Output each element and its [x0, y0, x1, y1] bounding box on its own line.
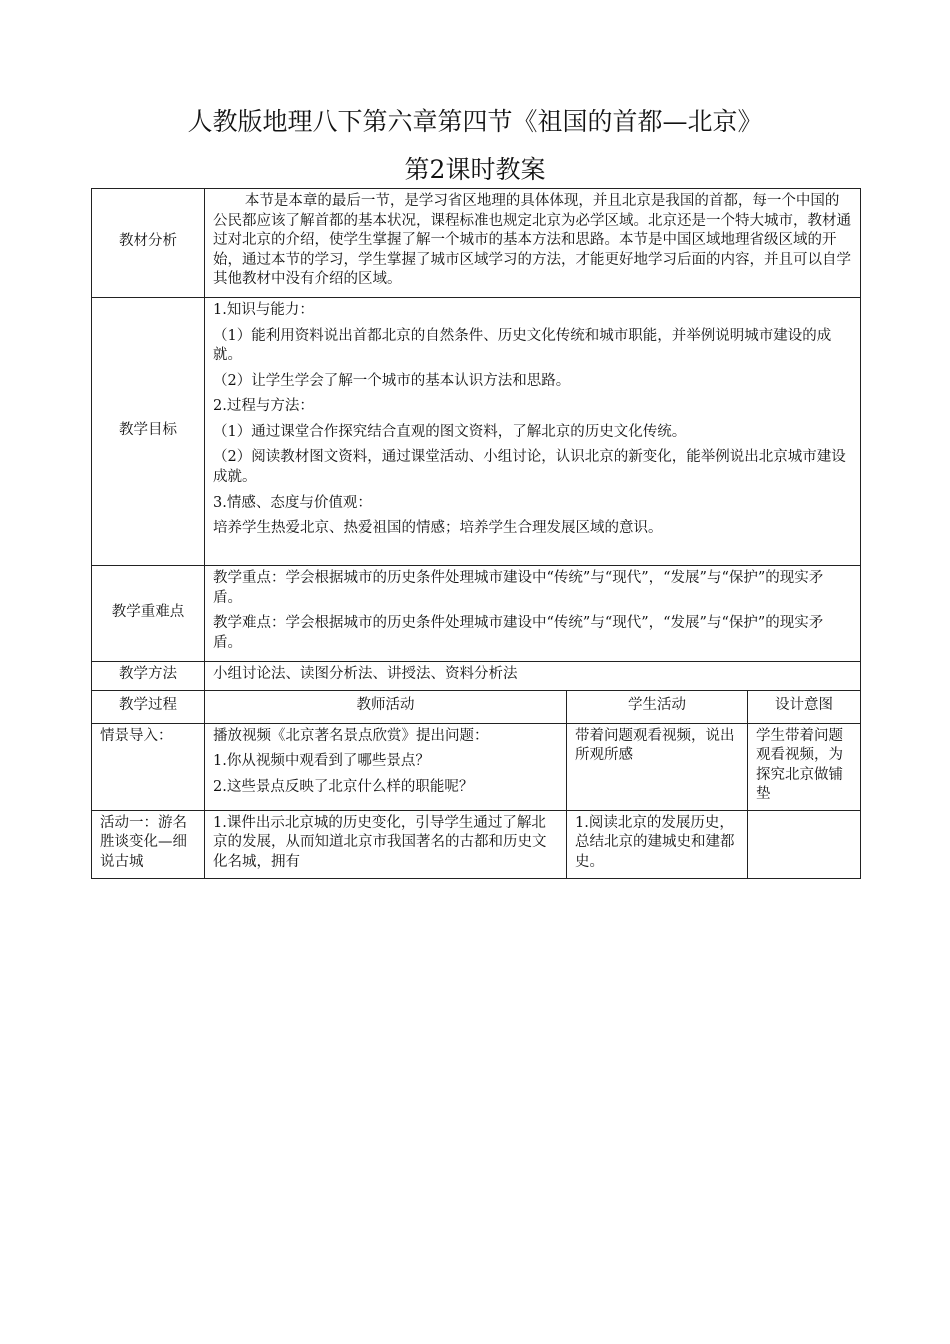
header-teacher: 教师活动: [205, 690, 567, 723]
keypoint-line: 教学难点：学会根据城市的历史条件处理城市建设中“传统”与“现代”，“发展”与“保护”的现实矛盾。: [213, 615, 824, 651]
intro-student: 带着问题观看视频，说出所观所感: [567, 723, 748, 810]
keypoints-cell: [205, 566, 861, 662]
activity1-student: 1.阅读北京的发展历史，总结北京的建城史和建都史。: [567, 810, 748, 878]
goals-label: 教学目标: [92, 298, 205, 566]
header-intent: 设计意图: [748, 690, 861, 723]
analysis-cell: [205, 189, 861, 298]
row-intro: [92, 723, 861, 810]
header-process: 教学过程: [92, 690, 205, 723]
row-method: [92, 662, 861, 691]
goal-line: （1）能利用资料说出首都北京的自然条件、历史文化传统和城市职能，并举例说明城市建设的成就。: [213, 327, 832, 364]
keypoint-line: 教学重点：学会根据城市的历史条件处理城市建设中“传统”与“现代”，“发展”与“保护”的现实矛盾。: [213, 570, 824, 606]
intro-teacher-line: 播放视频《北京著名景点欣赏》提出问题：: [213, 727, 489, 744]
method-label: 教学方法: [92, 662, 205, 691]
goal-line: （2）让学生学会了解一个城市的基本认识方法和思路。: [213, 372, 571, 389]
goals-cell: [205, 298, 861, 566]
intro-teacher-line: 2.这些景点反映了北京什么样的职能呢？: [213, 778, 474, 795]
document-subtitle: 第2课时教案: [404, 155, 546, 184]
intro-teacher-cell: [205, 723, 567, 810]
analysis-text: 本节是本章的最后一节，是学习省区地理的具体体现，并且北京是我国的首都，每一个中国的公民都应该了解首都的基本状况，课程标准也规定北京为必学区域。北京还是一个特大城市，教材通过对北京的介绍，使学生掌握了解一个城市的基本方法和思路。本节是中国区域地理省级区域的开始，通过本节的学习，学生掌握了城市区域学习的方法，才能更好地学习后面的内容，并且可以自学其他教材中没有介绍的区域。: [213, 193, 851, 288]
row-analysis: [92, 189, 861, 298]
goal-line: （2）阅读教材图文资料，通过课堂活动、小组讨论，认识北京的新变化，能举例说出北京城市建设成就。: [213, 449, 846, 485]
row-keypoints: [92, 566, 861, 662]
keypoints-label: 教学重难点: [92, 566, 205, 662]
goal-line: 培养学生热爱北京、热爱祖国的情感；培养学生合理发展区域的意识。: [213, 520, 663, 537]
row-activity1: [92, 810, 861, 878]
document-title: 人教版地理八下第六章第四节《祖国的首都—北京》: [187, 107, 763, 136]
goal-line: （1）通过课堂合作探究结合直观的图文资料，了解北京的历史文化传统。: [213, 423, 687, 440]
header-student: 学生活动: [567, 690, 748, 723]
activity1-label: 活动一：游名胜谈变化—细说古城: [92, 810, 205, 878]
goal-line: 1.知识与能力：: [213, 302, 314, 318]
method-text: 小组讨论法、读图分析法、讲授法、资料分析法: [205, 662, 861, 691]
intro-label: 情景导入：: [92, 723, 205, 810]
goal-line: 2.过程与方法：: [213, 398, 314, 415]
intro-intent: 学生带着问题观看视频，为探究北京做铺垫: [748, 723, 861, 810]
activity1-intent: [748, 810, 861, 878]
analysis-label: 教材分析: [92, 189, 205, 298]
row-goals: [92, 298, 861, 566]
lesson-plan-table: [91, 188, 861, 879]
goal-line: 3.情感、态度与价值观：: [213, 494, 372, 511]
row-process-header: [92, 690, 861, 723]
intro-teacher-line: 1.你从视频中观看到了哪些景点？: [213, 753, 430, 770]
activity1-teacher: 1.课件出示北京城的历史变化，引导学生通过了解北京的发展，从而知道北京市我国著名的古都和历史文化名城，拥有: [205, 810, 567, 878]
